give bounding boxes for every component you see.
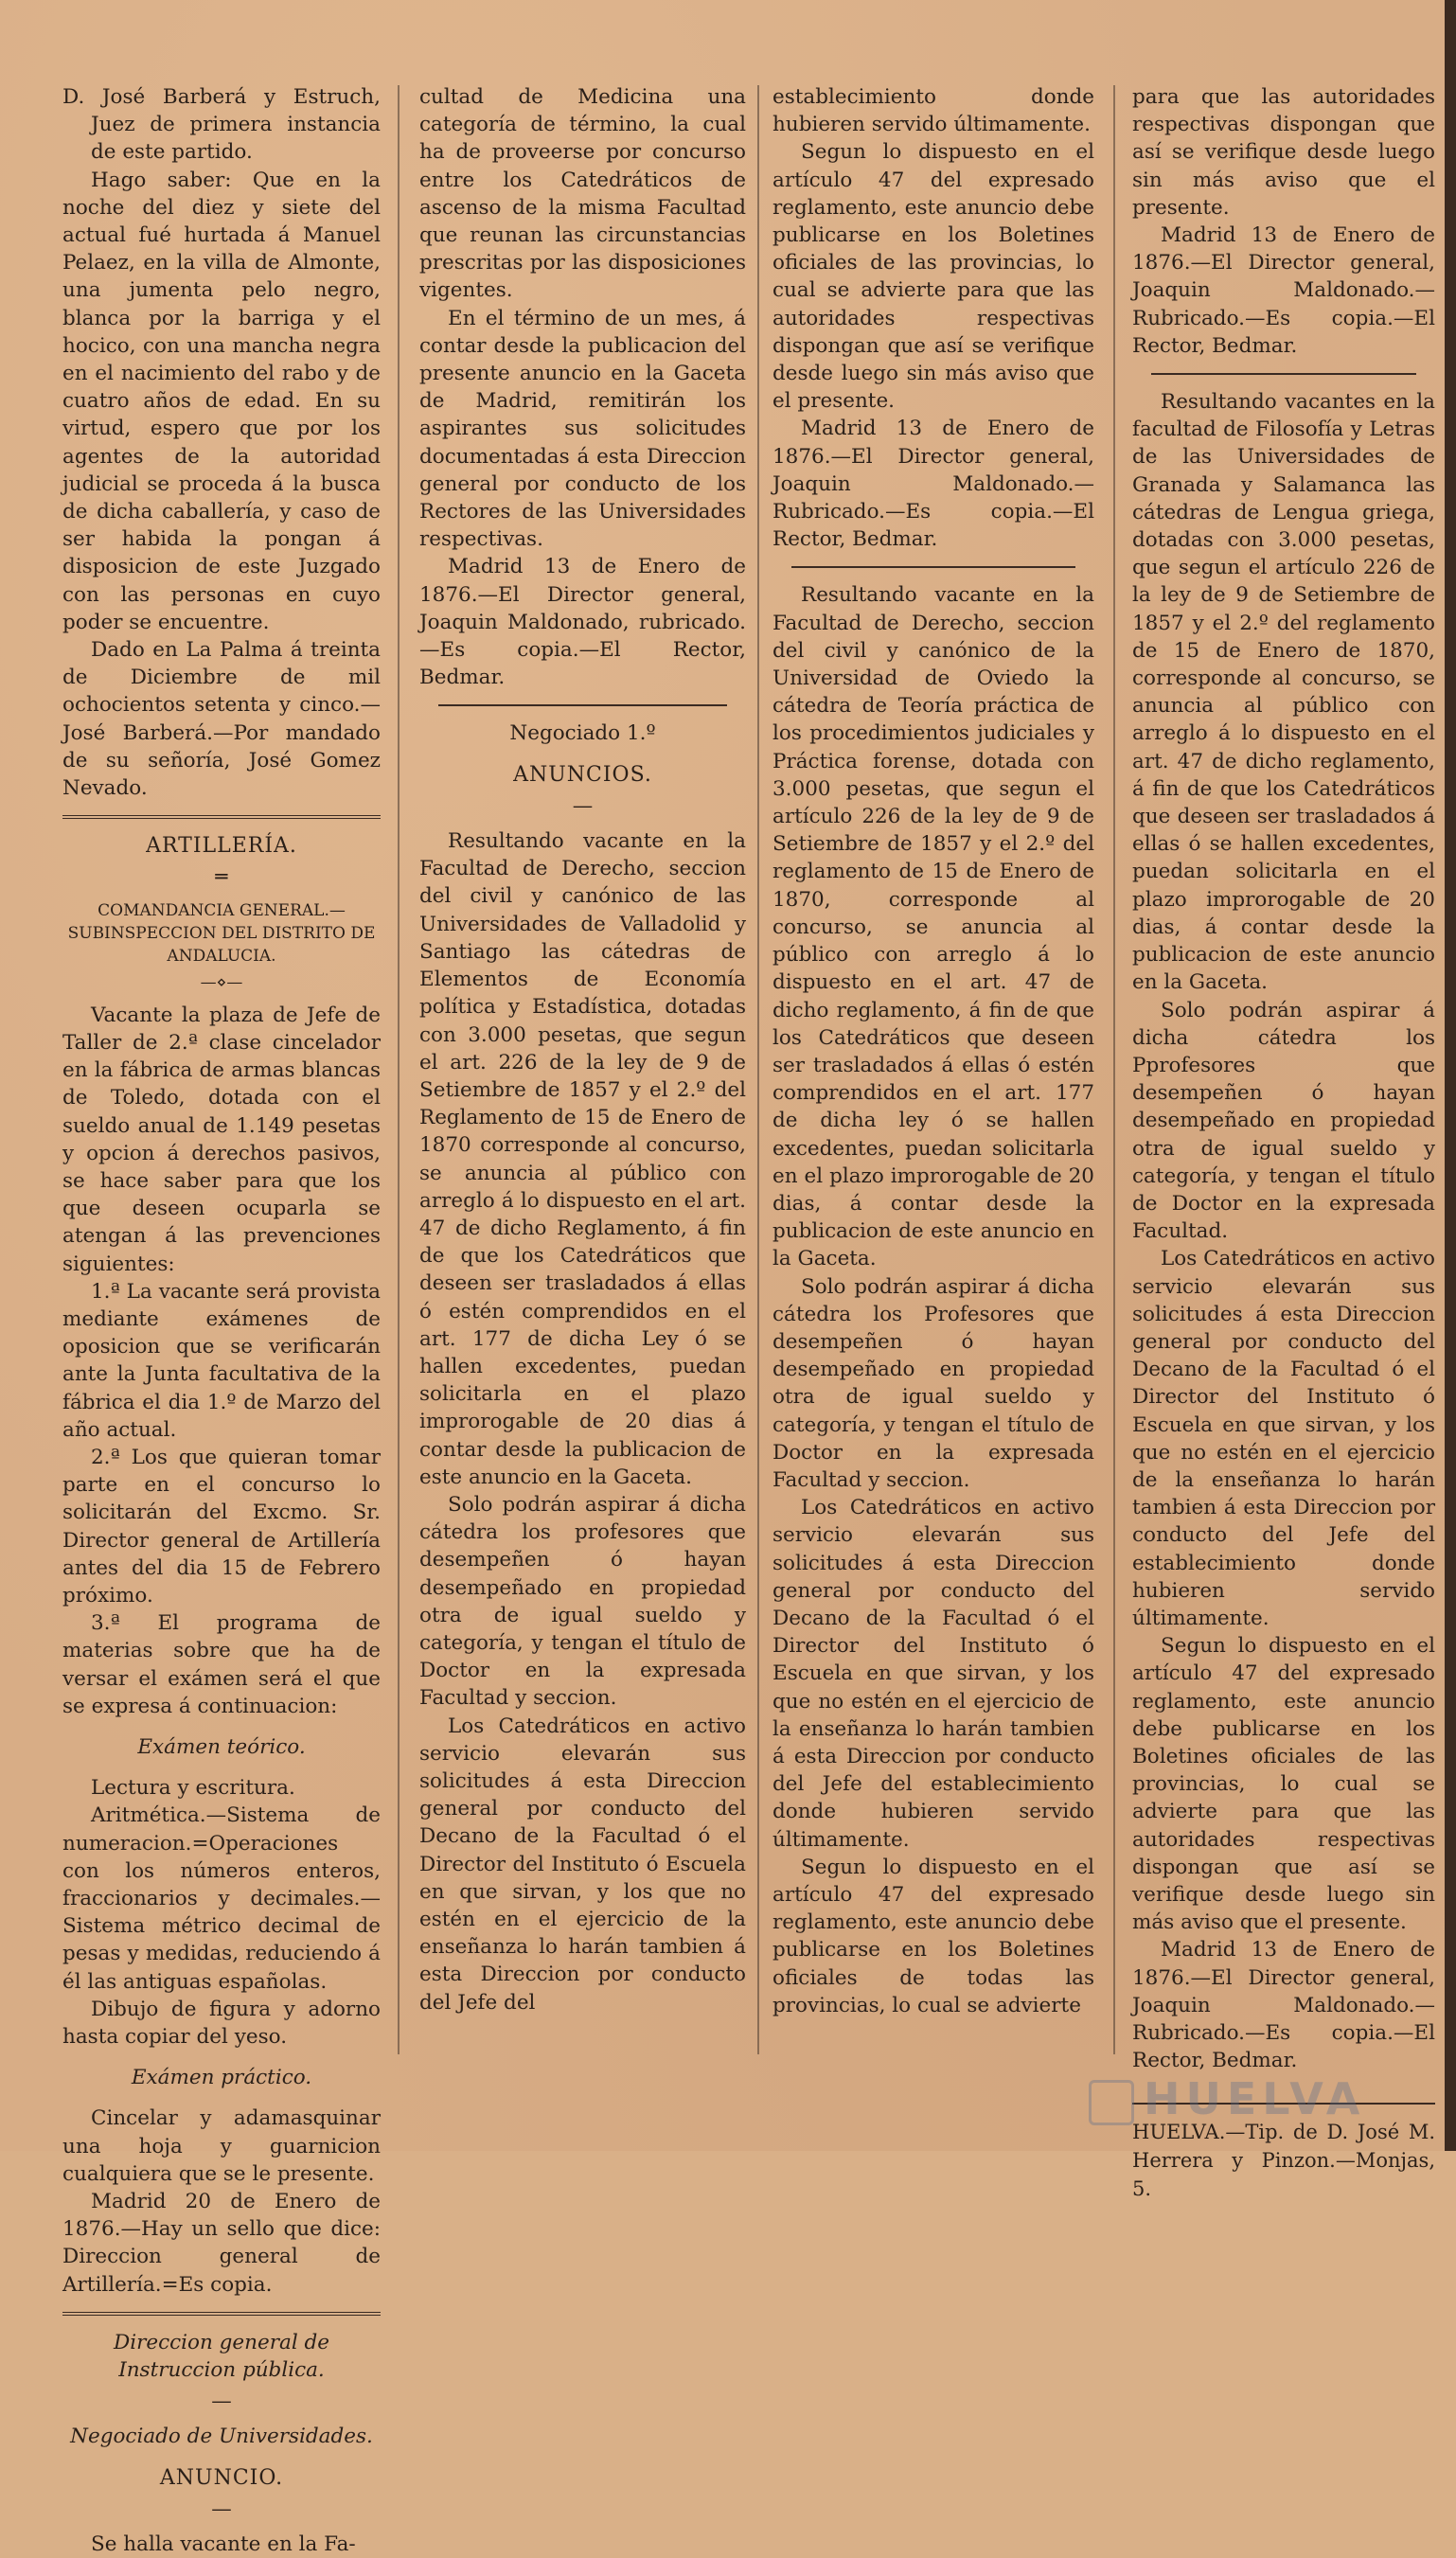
paragraph: Resultando vacantes en la facultad de Filosofía y Letras de las Universidades de Granada y Salamanca las cátedras de Lengua griega, dotadas con 3.000 pesetas, que segun el artículo 226 de la ley de 9 de Setiembre de 1857 y el 2.º del reglamento de 15 de Enero de 1870, corresponde al concurso, se anuncia al público con arreglo á lo dispuesto en el art. 47 de dicho reglamento, á fin de que los Catedráticos que deseen ser trasladados á ellas ó se hallen excedentes, puedan solicitarla en el plazo improrogable de 20 dias, á contar desde la publicacion de este anuncio en la Gaceta. [1132,390,1435,995]
paragraph: Solo podrán aspirar á dicha cátedra los Profesores que desempeñen ó hayan desempeñado en propiedad otra de igual sueldo y categoría, y tengan el título de Doctor en la expresada Facultad y seccion. [772,1274,1094,1492]
direction-title: Direccion general de Instruccion pública. [113,2330,330,2383]
anuncio-heading: ANUNCIO. [159,2465,284,2490]
column-rule [398,85,400,2054]
paragraph: Segun lo dispuesto en el artículo 47 del expresado reglamento, este anuncio debe publicarse en los Boletines oficiales de las provincias, lo cual se advierte para que las autoridades respectivas dispongan que así se verifique desde luego sin más aviso que el presente. [772,140,1094,414]
paragraph: Segun lo dispuesto en el artículo 47 del expresado reglamento, este anuncio debe publicarse en los Boletines oficiales de todas las provincias, lo cual se advierte [772,1855,1094,2017]
paragraph: Solo podrán aspirar á dicha cátedra los Pprofesores que desempeñen ó hayan desempeñado en propiedad otra de igual sueldo y categoría, y tengan el título de Doctor en la expresada Facultad. [1132,998,1435,1244]
negociado-heading: Negociado de Universidades. [70,2425,373,2449]
edict-signature: Dado en La Palma á treinta de Diciembre de mil ochocientos setenta y cinco.—José Barberá.—Por mandado de su señoría, José Gomez Nevado. [62,638,381,801]
section-divider [438,704,727,706]
exam-item: Aritmética.—Sistema de numeracion.=Operaciones con los números enteros, fraccionarios y decimales.—Sistema métrico decimal de pesas y medidas, reduciendo á él las antiguas españolas. [62,1803,381,1994]
artilleria-paragraph: 1.ª La vacante será provista mediante exámenes de oposicion que se verificarán ante la Junta facultativa de la fábrica el dia 1.º de Marzo del año actual. [62,1279,381,1442]
paragraph: Los Catedráticos en activo servicio elevarán sus solicitudes á esta Direccion general por conducto del Decano de la Facultad ó el Director del Instituto ó Escuela en que sirvan, y los que no estén en el ejercicio de la enseñanza lo harán tambien á esta Direccion por conducto del Jefe del establecimiento donde hubieren servido últimamente. [1132,1247,1435,1630]
section-divider [791,566,1075,568]
column-3 [772,83,1094,2019]
artilleria-paragraph: 2.ª Los que quieran tomar parte en el concurso lo solicitarán del Excmo. Sr. Director general de Artillería antes del dia 15 de Febrero próximo. [62,1445,381,1608]
paragraph: Resultando vacante en la Facultad de Derecho, seccion del civil y canónico de la Universidad de Oviedo la cátedra de Teoría práctica de los procedimientos judiciales y Práctica forense, dotada con 3.000 pesetas, que segun el artículo 226 de la ley de 9 de Setiembre de 1857 y el 2.º del reglamento de 15 de Enero de 1870, corresponde al concurso, se anuncia al público con arreglo á lo dispuesto en el art. 47 de dicho reglamento, á fin de que los Catedráticos que deseen ser trasladados á ellas ó estén comprendidos en el art. 177 de dicha ley ó se hallen excedentes, puedan solicitarla en el plazo improrogable de 20 dias, á contar desde la publicacion de este anuncio en la Gaceta. [772,583,1094,1271]
column-4 [1132,83,1435,2203]
paragraph: Los Catedráticos en activo servicio elevarán sus solicitudes á esta Direccion general por conducto del Decano de la Facultad ó el Director del Instituto ó Escuela en que sirvan, y los que no estén en el ejercicio de la enseñanza lo harán tambien á esta Direccion por conducto del Jefe del establecimiento donde hubieren servido últimamente. [772,1496,1094,1852]
archive-watermark [1089,2073,1401,2130]
paragraph: En el término de un mes, á contar desde la publicacion del presente anuncio en la Gaceta de Madrid, remitirán los aspirantes sus solicitudes documentadas á esta Direccion general por conducto de los Rectores de las Universidades respectivas. [419,306,746,552]
exam-item: Lectura y escritura. [91,1776,295,1801]
edict-heading: D. José Barberá y Estruch, Juez de primera instancia de este partido. [62,85,381,165]
column-2 [419,83,746,2016]
exam-practice-heading: Exámen práctico. [131,2066,312,2090]
section-divider [62,815,381,819]
paragraph: Madrid 13 de Enero de 1876.—El Director general, Joaquin Maldonado, rubricado.—Es copia.—El Rector, Bedmar. [419,555,746,690]
column-rule [1113,85,1115,2054]
paragraph: cultad de Medicina una categoría de término, la cual ha de proveerse por concurso entre los Catedráticos de ascenso de la misma Facultad que reunan las circunstancias prescritas por las disposiciones vigentes. [419,85,746,303]
paragraph: Segun lo dispuesto en el artículo 47 del expresado reglamento, este anuncio debe publicarse en los Boletines oficiales de las provincias, lo cual se advierte para que las autoridades respectivas dispongan que así se verifique desde luego sin más aviso que el presente. [1132,1634,1435,1935]
imprint-text: HUELVA.—Tip. de D. José M. Herrera y Pinzon.—Monjas, 5. [1132,2121,1435,2201]
section-divider [62,2312,381,2316]
paragraph: Solo podrán aspirar á dicha cátedra los profesores que desempeñen ó hayan desempeñado en propiedad otra de igual sueldo y categoría, y tengan el título de Doctor en la expresada Facultad y seccion. [419,1492,746,1711]
paragraph: establecimiento donde hubieren servido últimamente. [772,85,1094,137]
section-title-artilleria: ARTILLERÍA. [146,834,297,859]
paragraph: Madrid 13 de Enero de 1876.—El Director general, Joaquin Maldonado.—Rubricado.—Es copia.—El Rector, Bedmar. [1132,1938,1435,2073]
paragraph: Madrid 13 de Enero de 1876.—El Director general, Joaquin Maldonado.—Rubricado.—Es copia.—El Rector, Bedmar. [772,417,1094,552]
dash-divider: — [211,2389,232,2414]
dash-divider: — [211,2496,232,2521]
column-rule [757,85,759,2054]
column-1 [62,83,381,2558]
ornament-divider: —⋄— [200,972,243,992]
dash-divider: ═ [215,865,228,890]
exam-theory-heading: Exámen teórico. [137,1734,306,1759]
anuncios-heading: ANUNCIOS. [513,762,652,787]
paragraph: Resultando vacante en la Facultad de Derecho, seccion del civil y canónico de las Universidades de Valladolid y Santiago las cátedras de Elementos de Economía política y Estadística, dotadas con 3.000 pesetas, que segun el art. 226 de la ley de 9 de Setiembre de 1857 y el 2.º del Reglamento de 15 de Enero de 1870 corresponde al concurso, se anuncia al público con arreglo á lo dispuesto en el art. 47 de dicho Reglamento, á fin de que los Catedráticos que deseen ser trasladados á ellas ó estén comprendidos en el art. 177 de dicha Ley ó se hallen excedentes, puedan solicitarla en el plazo improrogable de 20 dias á contar desde la publicacion de este anuncio en la Gaceta. [419,829,746,1489]
page-edge [1445,0,1456,2151]
exam-item: Dibujo de figura y adorno hasta copiar del yeso. [62,1997,381,2049]
paragraph: para que las autoridades respectivas dispongan que así se verifique desde luego sin más aviso que el presente. [1132,85,1435,220]
artilleria-paragraph: 3.ª El programa de materias sobre que ha de versar el exámen será el que se expresa á continuacion: [62,1611,381,1718]
watermark-text: HUELVA [1144,2073,1366,2124]
negociado-heading: Negociado 1.º [509,721,656,746]
dash-divider: — [572,793,594,818]
edict-body: Hago saber: Que en la noche del diez y siete del actual fué hurtada á Manuel Pelaez, en la villa de Almonte, una jumenta pelo negro, blanca por la barriga y el hocico, con una mancha negra en el nacimiento del rabo y de cuatro años de edad. En su virtud, espero que por los agentes de la autoridad judicial se proceda á la busca de dicha caballería, y caso de ser habida la pongan á disposicion de este Juzgado con las personas en cuyo poder se encuentre. [62,168,381,634]
artilleria-paragraph: Vacante la plaza de Jefe de Taller de 2.ª clase cincelador en la fábrica de armas blancas de Toledo, dotada con el sueldo anual de 1.149 pesetas y opcion á derechos pasivos, se hace saber para que los que deseen ocuparla se atengan á las prevenciones siguientes: [62,1003,381,1276]
exam-item: Cincelar y adamasquinar una hoja y guarnicion cualquiera que se le presente. [62,2106,381,2186]
paragraph: Los Catedráticos en activo servicio elevarán sus solicitudes á esta Direccion general por conducto del Decano de la Facultad ó el Director del Instituto ó Escuela en que sirvan, y los que no estén en el ejercicio de la enseñanza lo harán tambien á esta Direccion por conducto del Jefe del [419,1714,746,2015]
section-subhead: COMANDANCIA GENERAL.—SUBINSPECCION DEL DISTRITO DE ANDALUCIA. [67,900,376,966]
exam-item: Madrid 20 de Enero de 1876.—Hay un sello que dice: Direccion general de Artillería.=Es copia. [62,2190,381,2297]
section-divider [1151,373,1416,375]
seal-icon [1089,2080,1134,2125]
paragraph: Madrid 13 de Enero de 1876.—El Director general, Joaquin Maldonado.—Rubricado.—Es copia.—El Rector, Bedmar. [1132,223,1435,358]
anuncio-paragraph: Se halla vacante en la Fa- [91,2532,356,2557]
